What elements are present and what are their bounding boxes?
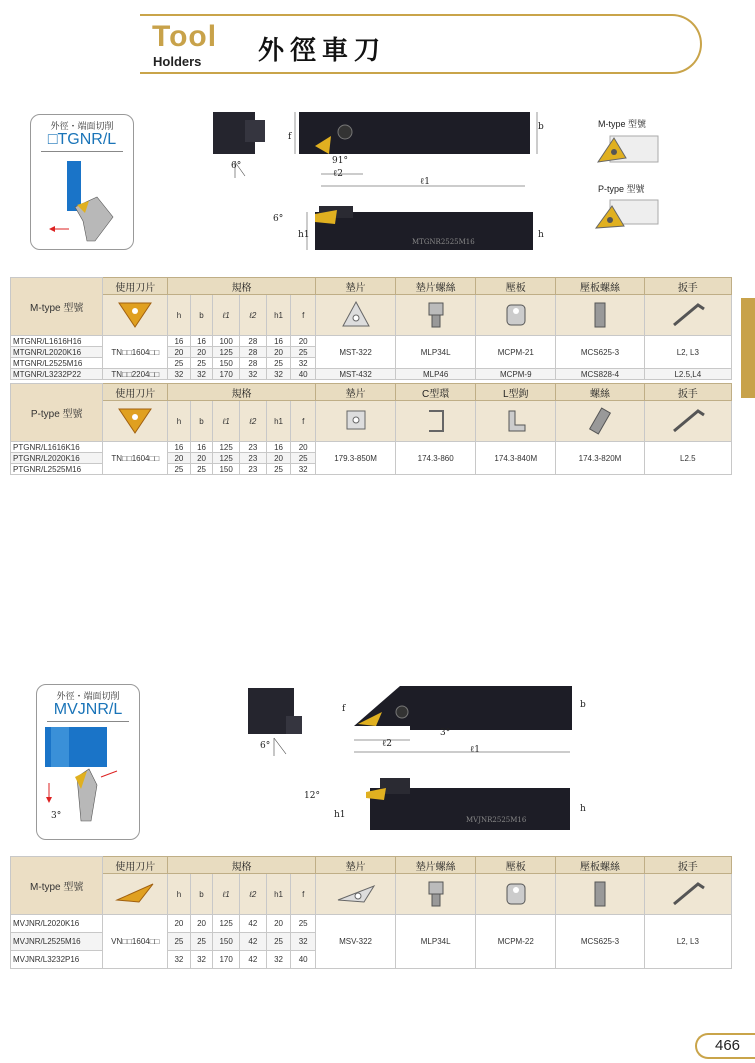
row-label-p: P-type 型號 xyxy=(11,384,103,442)
header-frame xyxy=(140,14,702,74)
type-box-mvjnr xyxy=(36,684,140,840)
clamp-screw-icon xyxy=(556,295,644,336)
table-m-mvjnr: M-type 型號 使用刀片 規格 墊片 墊片螺絲 壓板 壓板螺絲 扳手 h b ℓ1 ℓ2 h1 f MVJNR/L2020K16 VN□□1604□□ 20 20 125 42 20 25 MSV-322 MLP34L MCPM-22 MCS625-3 L2, L3 MVJNR/L2525M16 25 25 150 42 25 32 MVJNR/L3232P16 32 32 170 42 32 40 xyxy=(10,856,732,969)
screw-icon xyxy=(556,401,644,442)
shim-screw-icon xyxy=(396,295,476,336)
table-p-tgnr: P-type 型號 使用刀片 規格 墊片 C型環 L型鉤 螺絲 扳手 h b ℓ1 ℓ2 h1 f PTGNR/L1616K16 TN□□1604□□ 16 16 125 23 16 20 179.3-850M 174.3-860 174.3-840M 174.3-820M L2.5 PTGNR/L2020K16 20 20 125 23 20 25 PTGNR/L2525M16 25 25 150 23 25 32 xyxy=(10,383,732,475)
insert-icon xyxy=(103,401,168,442)
row-label-2: M-type 型號 xyxy=(11,857,103,915)
c-ring-icon xyxy=(396,401,476,442)
type-code: □TGNR/L xyxy=(47,131,117,148)
col-insert: 使用刀片 xyxy=(103,278,168,295)
insert-icon xyxy=(103,874,168,915)
ptype-label: P-type 型號 xyxy=(598,184,645,194)
dim-b-1: b xyxy=(538,122,544,132)
dim-f-2: f xyxy=(342,704,346,714)
side-view-1 xyxy=(285,200,555,256)
wrench-icon xyxy=(644,401,731,442)
col-clamp: 壓板 xyxy=(476,278,556,295)
dim-h-1: h xyxy=(538,230,544,240)
wrench-icon xyxy=(644,295,731,336)
dim-l2-1: ℓ2 xyxy=(333,169,344,179)
angle-lead-2: 3° xyxy=(440,728,451,738)
type-caption-2: 外徑・端面切削 xyxy=(56,691,120,701)
type-code-2: MVJNR/L xyxy=(53,701,123,718)
mtype-thumb xyxy=(590,128,660,172)
shim-icon xyxy=(316,295,396,336)
dim-h1-2: h1 xyxy=(334,810,346,820)
angle-box-2: 3° xyxy=(51,811,62,821)
wrench-icon xyxy=(644,874,731,915)
dim-f-1: f xyxy=(288,132,292,142)
clamp-screw-icon xyxy=(556,874,644,915)
page-number: 466 xyxy=(715,1037,741,1054)
mtype-label: M-type 型號 xyxy=(598,119,647,129)
shim-icon xyxy=(316,401,396,442)
type-box-tgnr xyxy=(30,114,134,250)
dim-l1-1: ℓ1 xyxy=(420,177,431,187)
ptype-thumb xyxy=(590,194,660,234)
tgnr-diagram xyxy=(35,157,131,247)
dim-l1-2: ℓ1 xyxy=(470,745,481,755)
type-caption: 外徑・端面切削 xyxy=(50,121,114,131)
brand-tool: Tool xyxy=(152,20,218,53)
engrave-1: MTGNR2525M16 xyxy=(412,238,475,246)
shim-icon xyxy=(316,874,396,915)
dim-l2-2: ℓ2 xyxy=(382,739,393,749)
l-hook-icon xyxy=(476,401,556,442)
rake-angle-1: 6° xyxy=(273,214,284,224)
end-view-2 xyxy=(240,684,320,764)
col-clamp-screw: 壓板螺絲 xyxy=(556,278,644,295)
angle-side-2: 6° xyxy=(260,741,271,751)
angle-approach: 91° xyxy=(332,156,348,166)
end-view-1 xyxy=(205,104,280,184)
insert-icon xyxy=(103,295,168,336)
col-spec: 規格 xyxy=(168,278,316,295)
dim-h-2: h xyxy=(580,804,586,814)
engrave-2: MVJNR2525M16 xyxy=(466,816,527,824)
side-view-2 xyxy=(340,770,600,836)
row-label: M-type 型號 xyxy=(11,278,103,336)
dim-h1-1: h1 xyxy=(298,230,310,240)
col-shim-screw: 墊片螺絲 xyxy=(396,278,476,295)
brand-holders: Holders xyxy=(153,54,202,69)
dim-b-2: b xyxy=(580,700,586,710)
col-shim: 墊片 xyxy=(316,278,396,295)
shim-screw-icon xyxy=(396,874,476,915)
table-m-tgnr: M-type 型號 使用刀片 規格 墊片 墊片螺絲 壓板 壓板螺絲 扳手 h b ℓ1 ℓ2 h1 f MTGNR/L1616H16 TN□□1604□□ 16 16 100 28 16 20 MST-322 MLP34L MCPM-21 MCS625-3 L2, L3 MTGNR/L2020K16 20 20 125 28 20 25 MTGNR/L2525M16 25 25 150 28 25 32 MTGNR/L3232P22 TN□□2204□□ 32 32 170 32 32 40 MST-432 MLP46 MCPM-9 MCS828-4 L2.5,L4 xyxy=(10,277,732,380)
angle-rake-2: 12° xyxy=(304,791,320,801)
clamp-icon xyxy=(476,874,556,915)
angle-side-1: 6° xyxy=(231,161,242,171)
side-tab-marker xyxy=(741,298,755,398)
page-title: 外徑車刀 xyxy=(258,35,387,65)
clamp-icon xyxy=(476,295,556,336)
col-wrench: 扳手 xyxy=(644,278,731,295)
